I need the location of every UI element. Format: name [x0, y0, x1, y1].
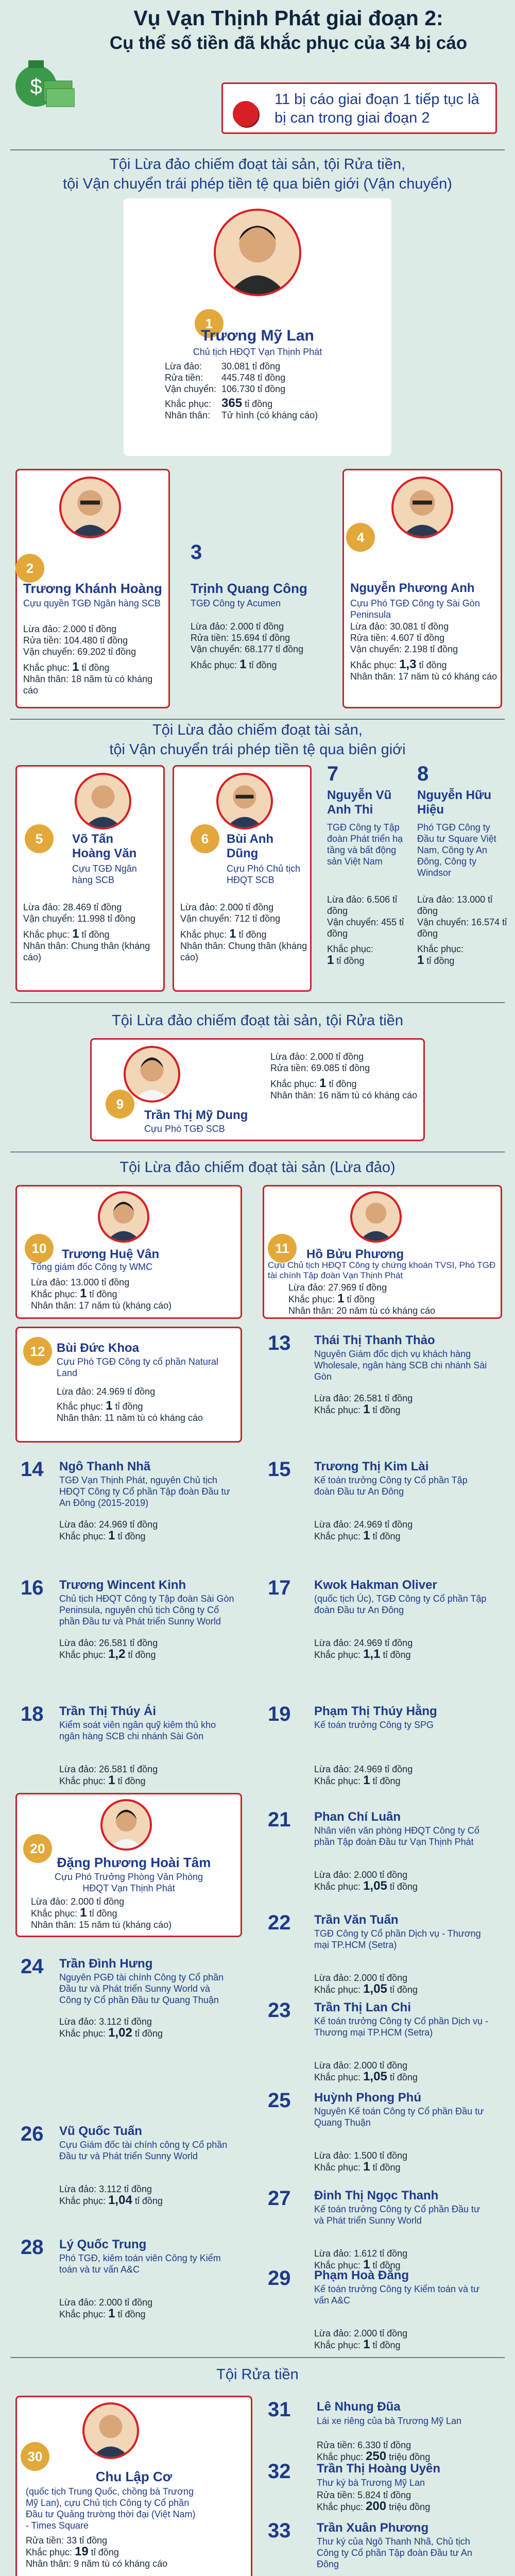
defendant-role: Cựu Phó Chủ tịch HĐQT SCB [227, 863, 301, 885]
portrait-photo [214, 209, 301, 296]
defendant-details: Lừa đảo: 24.969 tỉ đồng Khắc phục: 1 tỉ đồng [314, 1764, 413, 1787]
divider [10, 149, 505, 150]
defendant-number: 9 [106, 1090, 134, 1118]
defendant-name: Trương Wincent Kinh [59, 1578, 186, 1592]
section-title: Tội Lừa đảo chiếm đoạt tài sản, tội Rửa tiền [112, 1012, 403, 1029]
defendant-role: TGĐ Công ty Cổ phần Dịch vụ - Thương mại TP.HCM (Setra) [314, 1928, 481, 1950]
defendant-role: Lái xe riêng của bà Trương Mỹ Lan [317, 2416, 462, 2426]
defendant-name: Lý Quốc Trung [59, 2238, 147, 2251]
defendant-name: Nguyễn Phương Anh [350, 581, 475, 595]
defendant-number: 20 [23, 1834, 52, 1863]
page-subtitle: Cụ thể số tiền đã khắc phục của 34 bị cáo [109, 33, 468, 53]
defendant-role: TGĐ Công ty Acumen [191, 598, 281, 608]
defendant-role: Kế toán trưởng Công ty Cổ phần Đầu tư và Phát triển Sunny World [314, 2204, 480, 2226]
defendant-role: TGĐ Vạn Thịnh Phát, nguyên Chủ tịch HĐQT Công ty Cổ phần Tập đoàn Đầu tư An Đông (2015-2019) [59, 1475, 230, 1508]
defendant-number: 29 [268, 2267, 291, 2290]
defendant-details: Lừa đảo: 2.000 tỉ đồng Rửa tiền: 104.480 tỉ đồng Vận chuyển: 69.202 tỉ đồng Khắc phục: 1 tỉ đồng Nhân thân: 18 năm tù có kháng cáo [23, 624, 153, 696]
defendant-name: Trương Mỹ Lan [201, 327, 314, 344]
defendant-name: Trương Khánh Hoàng [23, 581, 162, 596]
defendant-details: Lừa đảo: 26.581 tỉ đồng Khắc phục: 1 tỉ đồng [59, 1764, 158, 1787]
defendant-name: Lê Nhung Đũa [317, 2400, 401, 2414]
svg-text:$: $ [30, 74, 42, 98]
defendant-number: 5 [25, 824, 54, 853]
defendant-number: 12 [23, 1337, 52, 1366]
defendant-role: Cựu TGĐ Ngân hàng SCB [72, 863, 137, 885]
defendant-role: Cựu quyền TGĐ Ngân hàng SCB [23, 598, 161, 608]
defendant-name: Thái Thị Thanh Thảo [314, 1333, 435, 1347]
section-title: tội Vận chuyển trái phép tiền tệ qua biên giới [109, 741, 406, 758]
portrait-photo [59, 477, 121, 538]
defendant-number: 30 [21, 2442, 49, 2471]
defendant-details: Lừa đảo: 26.581 tỉ đồng Khắc phục: 1,2 tỉ đồng [59, 1638, 158, 1661]
divider [10, 719, 505, 720]
defendant-number: 18 [21, 1703, 44, 1725]
defendant-name: Phan Chí Luân [314, 1810, 401, 1824]
portrait-photo [124, 1046, 180, 1103]
defendant-name: Bùi Đức Khoa [57, 1341, 140, 1355]
defendant-number: 19 [268, 1703, 291, 1725]
defendant-name: Trần Thị Hoàng Uyên [317, 2462, 441, 2476]
defendant-role: Cựu Chủ tịch HĐQT Công ty chứng khoán TVSI, Phó TGĐ tài chính Tập đoàn Vạn Thịnh Phát [268, 1260, 496, 1280]
defendant-role: Phó TGĐ Công ty Đầu tư Square Việt Nam, Công ty An Đông, Công ty Windsor [417, 822, 496, 878]
defendant-role: Kiểm soát viên ngân quỹ kiêm thủ kho ngân hàng SCB chi nhánh Sài Gòn [59, 1720, 216, 1741]
defendant-role: Cựu Giám đốc tài chính công ty Cổ phần Đầu tư và Phát triển Sunny World [59, 2140, 228, 2161]
section-title: Tội Rửa tiền [216, 2366, 299, 2383]
defendant-role: Cựu Phó Trưởng Phòng Văn Phòng HĐQT Vạn Thịnh Phát [54, 1872, 203, 1893]
defendant-number: 32 [268, 2460, 291, 2483]
defendant-details: Lừa đảo: 2.000 tỉ đồng Khắc phục: 1 tỉ đồng [314, 2328, 408, 2351]
defendant-number: 4 [346, 523, 375, 552]
defendant-details: Lừa đảo: 30.081 tỉ đồng Rửa tiền: 4.607 tỉ đồng Vận chuyển: 2.198 tỉ đồng Khắc phục: 1,3 tỉ đồng Nhân thân: 17 năm tù có kháng cáo [350, 621, 497, 682]
defendant-number: 25 [268, 2089, 291, 2112]
defendant-details: Lừa đảo: 2.000 tỉ đồng Khắc phục: 1 tỉ đồng [59, 2297, 153, 2320]
section-title: Tội Lừa đảo chiếm đoạt tài sản, tội Rửa tiền, [109, 156, 406, 173]
defendant-role: Nguyên Giám đốc dịch vụ khách hàng Wholesale, ngân hàng SCB chi nhánh Sài Gòn [314, 1349, 487, 1382]
defendant-details: Lừa đảo: 27.969 tỉ đồng Khắc phục: 1 tỉ đồng Nhân thân: 20 năm tù có kháng cáo [288, 1282, 436, 1316]
section-title: Tội Lừa đảo chiếm đoạt tài sản (Lừa đảo) [119, 1159, 396, 1176]
defendant-role: Cựu Phó TGĐ Công ty Sài Gòn Peninsula [350, 598, 480, 620]
defendant-number: 11 [268, 1234, 297, 1263]
page-title: Vụ Vạn Thịnh Phát giai đoạn 2: [133, 6, 443, 30]
defendant-details: Rửa tiền: 5.824 tỉ đồng Khắc phục: 200 triệu đồng [317, 2490, 431, 2513]
defendant-details: Lừa đảo: 3.112 tỉ đồng Khắc phục: 1,04 tỉ đồng [59, 2184, 163, 2207]
divider [10, 1151, 505, 1153]
defendant-details: Lừa đảo: 6.506 tỉ đồng Vận chuyển: 455 tỉ đồng Khắc phục: 1 tỉ đồng [327, 894, 404, 967]
defendant-name: Đinh Thị Ngọc Thanh [314, 2189, 439, 2202]
portrait-photo [350, 1191, 402, 1243]
defendant-role: Chủ tịch HĐQT Vạn Thịnh Phát [193, 347, 322, 357]
defendant-details: Rửa tiền: 33 tỉ đồng Khắc phục: 19 tỉ đồng Nhân thân: 9 năm tù có kháng cáo [26, 2535, 168, 2569]
intro-callout [221, 82, 497, 134]
defendant-number: 28 [21, 2236, 44, 2259]
defendant-details: Lừa đảo: 2.000 tỉ đồng Khắc phục: 1 tỉ đồng Nhân thân: 15 năm tù (kháng cáo) [31, 1896, 172, 1930]
defendant-details: Lừa đảo: 2.000 tỉ đồng Rửa tiền: 15.694 tỉ đồng Vận chuyển: 68.177 tỉ đồng Khắc phục: 1 tỉ đồng [191, 621, 304, 671]
defendant-number: 7 [327, 762, 339, 785]
defendant-number: 16 [21, 1577, 44, 1599]
defendant-role: Kế toán trưởng Công ty SPG [314, 1720, 434, 1730]
defendant-name: Trần Xuân Phương [317, 2521, 429, 2535]
defendant-number: 10 [25, 1234, 54, 1263]
defendant-name: Nguyễn Hữu Hiệu [417, 788, 492, 817]
defendant-name: Trần Thị Thúy Ái [59, 1704, 157, 1718]
defendant-name: Trần Đình Hưng [59, 1957, 153, 1971]
defendant-role: Kế toán trưởng Công ty Kiểm toán và tư vấn A&C [314, 2284, 480, 2306]
defendant-role: Tổng giám đốc Công ty WMC [31, 1262, 153, 1272]
defendant-role: Nguyên PGĐ tài chính Công ty Cổ phần Đầu tư và Phát triển Sunny World và Công ty Cổ phần Đầu tư Quang Thuận [59, 1972, 224, 2005]
divider [10, 2357, 505, 2358]
defendant-name: Trương Huệ Vân [62, 1247, 160, 1261]
defendant-role: Kế toán trưởng Công ty Cổ phần Tập đoàn Đầu tư An Đông [314, 1475, 468, 1497]
defendant-details: Lừa đảo: 13.000 tỉ đồng Khắc phục: 1 tỉ đồng Nhân thân: 17 năm tù (kháng cáo) [31, 1277, 172, 1311]
defendant-name: Huỳnh Phong Phú [314, 2091, 421, 2105]
defendant-details: Lừa đảo: 1.612 tỉ đồng Khắc phục: 1 tỉ đồng [314, 2248, 408, 2272]
defendant-details: Lừa đảo: 3.112 tỉ đồng Khắc phục: 1,02 tỉ đồng [59, 2016, 163, 2040]
defendant-name: Hồ Bửu Phương [306, 1247, 404, 1261]
defendant-details: Lừa đảo: 24.969 tỉ đồng Khắc phục: 1 tỉ đồng Nhân thân: 11 năm tù có kháng cáo [57, 1386, 203, 1423]
portrait-photo [100, 1799, 152, 1851]
defendant-name: Trần Thị Lan Chi [314, 2001, 411, 2014]
defendant-name: Trịnh Quang Công [191, 581, 307, 596]
section-title: tội Vận chuyển trái phép tiền tệ qua biên giới (Vận chuyển) [63, 176, 452, 192]
defendant-number: 6 [191, 824, 219, 853]
divider [10, 1002, 505, 1003]
defendant-role: Thư ký bà Trương Mỹ Lan [317, 2478, 425, 2488]
defendant-role: Nhân viên văn phòng HĐQT Công ty Cổ phần Tập đoàn Đầu tư Vạn Thịnh Phát [314, 1825, 479, 1847]
portrait-photo [82, 2402, 139, 2459]
defendant-number: 23 [268, 1999, 291, 2022]
defendant-name: Ngô Thanh Nhã [59, 1460, 151, 1473]
defendant-details: Lừa đảo: 2.000 tỉ đồng Rửa tiền: 69.085 tỉ đồng Khắc phục: 1 tỉ đồng Nhân thân: 16 năm tù có kháng cáo [270, 1052, 418, 1100]
defendant-name: Đặng Phương Hoài Tâm [57, 1855, 211, 1870]
defendant-name: Bùi Anh Dũng [227, 832, 274, 860]
portrait-photo [391, 477, 453, 538]
defendant-number: 17 [268, 1577, 291, 1599]
defendant-details: Lừa đảo: 13.000 tỉ đồng Vận chuyển: 16.574 tỉ đồng Khắc phục: 1 tỉ đồng [417, 894, 507, 967]
defendant-name: Chu Lập Cơ [95, 2469, 173, 2484]
defendant-role: (quốc tịch Úc), TGĐ Công ty Cổ phần Tập đoàn Đầu tư An Đông [314, 1594, 487, 1615]
defendant-role: Nguyên Kế toán Công ty Cổ phần Đầu tư Quang Thuận [314, 2106, 484, 2128]
defendant-role: Thư ký của Ngô Thanh Nhã, Chủ tịch Công ty Cổ phần Tập đoàn Đầu tư An Đông [317, 2536, 472, 2569]
defendant-details: Lừa đảo: 26.581 tỉ đồng Khắc phục: 1 tỉ đồng [314, 1393, 413, 1416]
defendant-number: 22 [268, 1911, 291, 1934]
defendant-details: Lừa đảo: 24.969 tỉ đồng Khắc phục: 1 tỉ đồng [59, 1519, 158, 1543]
defendant-role: Cựu Phó TGĐ SCB [144, 1124, 225, 1134]
defendant-details: Lừa đảo: 24.969 tỉ đồng Khắc phục: 1 tỉ đồng [314, 1519, 413, 1543]
defendant-name: Nguyễn Vũ Anh Thi [327, 788, 392, 817]
intro-text: 11 bị cáo giai đoạn 1 tiếp tục là bị can trong giai đoạn 2 [274, 91, 479, 126]
defendant-number: 33 [268, 2519, 291, 2542]
defendant-number: 1 [195, 309, 224, 338]
defendant-role: Cựu Phó TGĐ Công ty cổ phần Natural Land [57, 1357, 218, 1378]
defendant-number: 15 [268, 1458, 291, 1481]
defendant-number: 21 [268, 1808, 291, 1831]
portrait-photo [75, 773, 131, 829]
defendant-details: Lừa đảo: 28.469 tỉ đồng Vận chuyển: 11.998 tỉ đồng Khắc phục: 1 tỉ đồng Nhân thân: Chung thân (kháng cáo) [23, 902, 150, 962]
defendant-details: Rửa tiền: 6.330 tỉ đồng Khắc phục: 250 triệu đồng [317, 2440, 431, 2463]
defendant-details: Lừa đảo: 24.969 tỉ đồng Khắc phục: 1,1 tỉ đồng [314, 1638, 413, 1661]
portrait-photo [98, 1191, 149, 1243]
defendant-number: 31 [268, 2398, 291, 2421]
defendant-number: 26 [21, 2123, 44, 2145]
defendant-role: Phó TGĐ, kiêm toán viên Công ty Kiểm toán và tư vấn A&C [59, 2253, 221, 2275]
defendant-name: Phạm Thị Thúy Hằng [314, 1704, 437, 1718]
defendant-role: (quốc tịch Trung Quốc, chồng bà Trương Mỹ Lan), cựu Chủ tịch Công ty Cổ phần Đầu tư Quảng trường thời đại (Việt Nam) - Times Square [26, 2486, 196, 2531]
defendant-details: Lừa đảo: 1.500 tỉ đồng Khắc phục: 1 tỉ đồng [314, 2150, 408, 2174]
defendant-role: Chủ tịch HĐQT Công ty Tập đoàn Sài Gòn Peninsula, nguyên chủ tịch Công ty Cổ phần Đầu tư và Phát triển Sunny World [59, 1594, 234, 1626]
red-dot-icon [233, 101, 259, 127]
defendant-number: 2 [15, 554, 44, 583]
section-title: Tội Lừa đảo chiếm đoạt tài sản, [152, 722, 363, 738]
defendant-name: Trần Thị Mỹ Dung [144, 1108, 248, 1122]
defendant-role: TGĐ Công ty Tập đoàn Phát triển hạ tầng và bất động sản Việt Nam [327, 822, 403, 867]
defendant-name: Trương Thị Kim Lài [314, 1460, 429, 1473]
defendant-number: 24 [21, 1955, 44, 1978]
defendant-number: 8 [417, 762, 429, 785]
defendant-details: Lừa đảo: 30.081 tỉ đồng Rửa tiền: 445.748 tỉ đồng Vận chuyển: 106.730 tỉ đồng Khắc phục: 365 tỉ đồng Nhân thân: Tử hình (có kháng cáo) [165, 361, 318, 420]
defendant-name: Võ Tấn Hoàng Văn [72, 832, 137, 860]
defendant-name: Vũ Quốc Tuấn [59, 2124, 142, 2138]
defendant-name: Trần Văn Tuấn [314, 1913, 399, 1927]
defendant-name: Phạm Hoà Đẳng [314, 2268, 409, 2282]
defendant-details: Lừa đảo: 2.000 tỉ đồng Vận chuyển: 712 tỉ đồng Khắc phục: 1 tỉ đồng Nhân thân: Chung thân (kháng cáo) [180, 902, 307, 962]
portrait-photo [216, 773, 273, 829]
defendant-number: 14 [21, 1458, 44, 1481]
defendant-details: Lừa đảo: 2.000 tỉ đồng Khắc phục: 1,05 tỉ đồng [314, 1870, 418, 1893]
defendant-details: Lừa đảo: 2.000 tỉ đồng Khắc phục: 1,05 tỉ đồng [314, 1973, 418, 1996]
defendant-number: 27 [268, 2187, 291, 2210]
money-bag-icon [13, 42, 75, 109]
defendant-details: Lừa đảo: 2.000 tỉ đồng Khắc phục: 1,05 tỉ đồng [314, 2060, 418, 2083]
defendant-number: 13 [268, 1332, 291, 1354]
defendant-role: Kế toán trưởng Công ty Cổ phần Dịch vụ - Thương mại TP.HCM (Setra) [314, 2016, 489, 2038]
defendant-number: 3 [191, 541, 202, 564]
defendant-name: Kwok Hakman Oliver [314, 1578, 437, 1592]
